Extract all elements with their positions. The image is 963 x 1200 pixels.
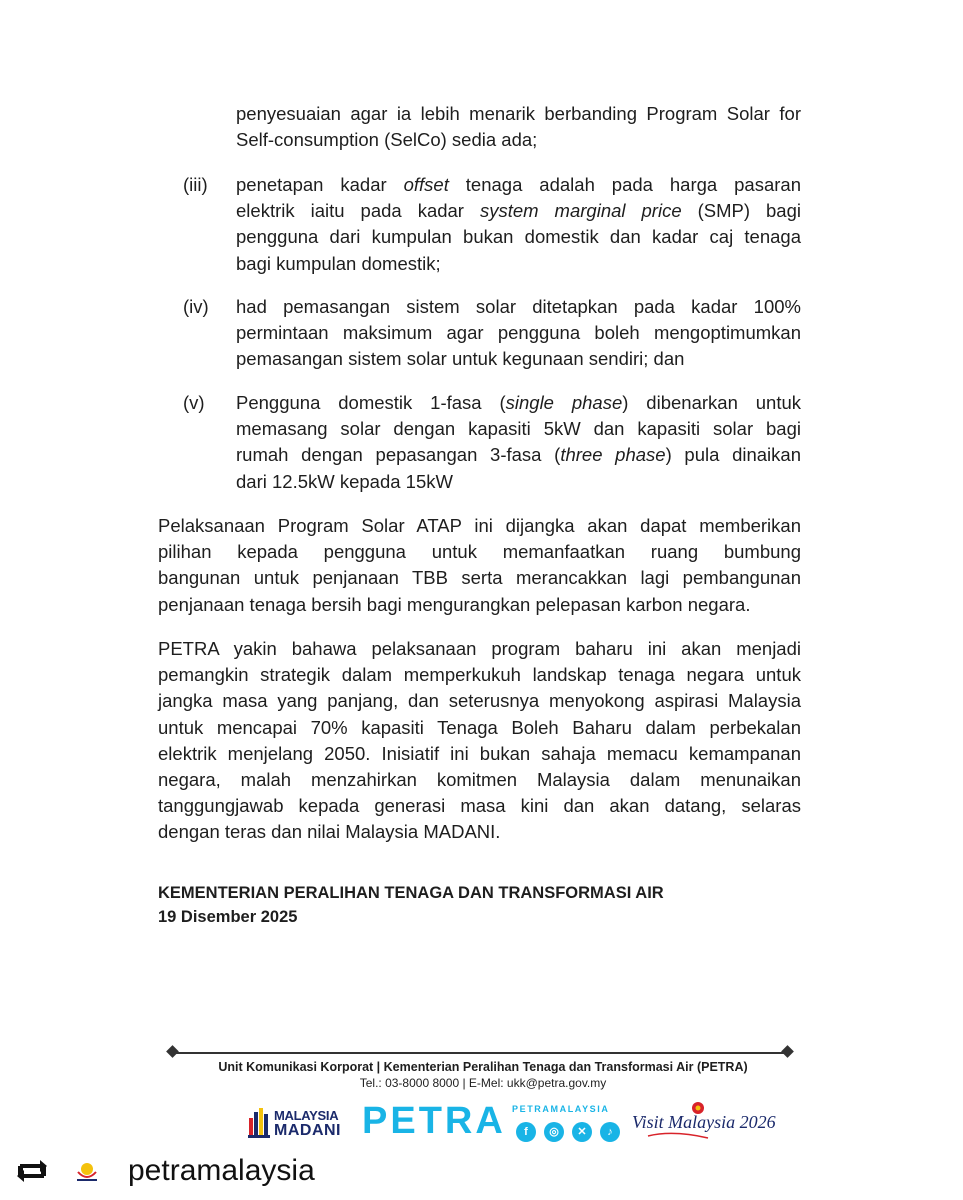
text-line: dengan teras dan nilai Malaysia MADANI.	[158, 821, 501, 843]
rule-diamond-right	[781, 1045, 794, 1058]
footer-contact: Tel.: 03-8000 8000 | E-Mel: ukk@petra.gov.my	[359, 1076, 607, 1090]
facebook-icon[interactable]: f	[516, 1122, 536, 1142]
text-line: negara, malah menzahirkan komitmen Malaysia dalam menunaikan	[158, 769, 801, 791]
footer-logos	[0, 1100, 960, 1150]
social-handle: PETRAMALAYSIA	[512, 1104, 610, 1114]
petra-logo: PETRA	[362, 1100, 506, 1142]
text-line: penyesuaian agar ia lebih menarik berbanding Program Solar for	[236, 103, 801, 124]
visit-malaysia-logo	[628, 1100, 776, 1146]
item-number: (iv)	[183, 296, 209, 317]
avatar[interactable]	[72, 1160, 102, 1184]
text-line: Pengguna domestik 1-fasa (single phase) dibenarkan untuk	[236, 392, 801, 413]
item-number: (v)	[183, 392, 205, 413]
text-line: Pelaksanaan Program Solar ATAP ini dijangka akan dapat memberikan	[158, 515, 801, 536]
text-line: tanggungjawab kepada generasi masa kini dan akan datang, selaras	[158, 795, 801, 817]
text-line: elektrik iaitu pada kadar system marginal price (SMP) bagi	[236, 200, 801, 222]
item-v-text	[236, 390, 801, 495]
repost-icon[interactable]	[14, 1156, 50, 1186]
text-line: permintaan maksimum agar pengguna boleh mengoptimumkan	[236, 322, 801, 344]
text-line: penetapan kadar offset tenaga adalah pada harga pasaran	[236, 174, 801, 195]
text-line: jangka masa yang panjang, dan seterusnya menyokong aspirasi Malaysia	[158, 690, 801, 712]
text-line: elektrik menjelang 2050. Inisiatif ini bukan sahaja memacu kemampanan	[158, 742, 801, 764]
signoff-ministry: KEMENTERIAN PERALIHAN TENAGA DAN TRANSFORMASI AIR	[158, 884, 664, 902]
instagram-icon[interactable]: ◎	[544, 1122, 564, 1142]
text-line: PETRA yakin bahawa pelaksanaan program baharu ini akan menjadi	[158, 638, 801, 659]
paragraph-petra	[158, 636, 801, 846]
text-line: pilihan kepada pengguna untuk memanfaatkan ruang bumbung	[158, 541, 801, 563]
signoff-date: 19 Disember 2025	[158, 908, 298, 926]
text-line: penjanaan tenaga bersih bagi mengurangkan pelepasan karbon negara.	[158, 593, 751, 615]
item-number: (iii)	[183, 174, 208, 195]
continuation-text	[236, 101, 801, 153]
madani-bars-icon	[248, 1108, 272, 1138]
tiktok-icon[interactable]: ♪	[600, 1122, 620, 1142]
text-line: rumah dengan pepasangan 3-fasa (three phase) pula dinaikan	[236, 444, 801, 466]
text-line: memasang solar dengan kapasiti 5kW dan kapasiti solar bagi	[236, 418, 801, 440]
footer-rule	[172, 1052, 788, 1054]
text-line: bagi kumpulan domestik;	[236, 252, 441, 274]
item-iii-text	[236, 172, 801, 277]
text-line: dari 12.5kW kepada 15kW	[236, 470, 453, 492]
visit-malaysia-text: Visit Malaysia 2026	[632, 1112, 776, 1132]
account-handle[interactable]: petramalaysia	[128, 1154, 315, 1187]
text-line: untuk mencapai 70% kapasiti Tenaga Boleh Baharu dalam perbekalan	[158, 716, 801, 738]
text-line: pemasangan sistem solar untuk kegunaan sendiri; dan	[236, 348, 685, 370]
madani-line1: MALAYSIA	[274, 1108, 339, 1123]
paragraph-solar-atap	[158, 513, 801, 618]
text-line: pemangkin strategik dalam memperkukuh landskap tenaga negara untuk	[158, 664, 801, 686]
text-line: bangunan untuk penjanaan TBB serta merancakkan lagi pembangunan	[158, 567, 801, 589]
text-line: had pemasangan sistem solar ditetapkan pada kadar 100%	[236, 296, 801, 317]
malaysia-madani-logo	[248, 1106, 352, 1140]
x-icon[interactable]: ✕	[572, 1122, 592, 1142]
madani-line2: MADANI	[274, 1122, 341, 1139]
text-line: pengguna dari kumpulan bukan domestik dan kadar caj tenaga	[236, 226, 801, 248]
item-iv-text	[236, 294, 801, 373]
footer-unit: Unit Komunikasi Korporat | Kementerian Peralihan Tenaga dan Transformasi Air (PETRA)	[218, 1060, 748, 1074]
text-line: Self-consumption (SelCo) sedia ada;	[236, 129, 538, 151]
